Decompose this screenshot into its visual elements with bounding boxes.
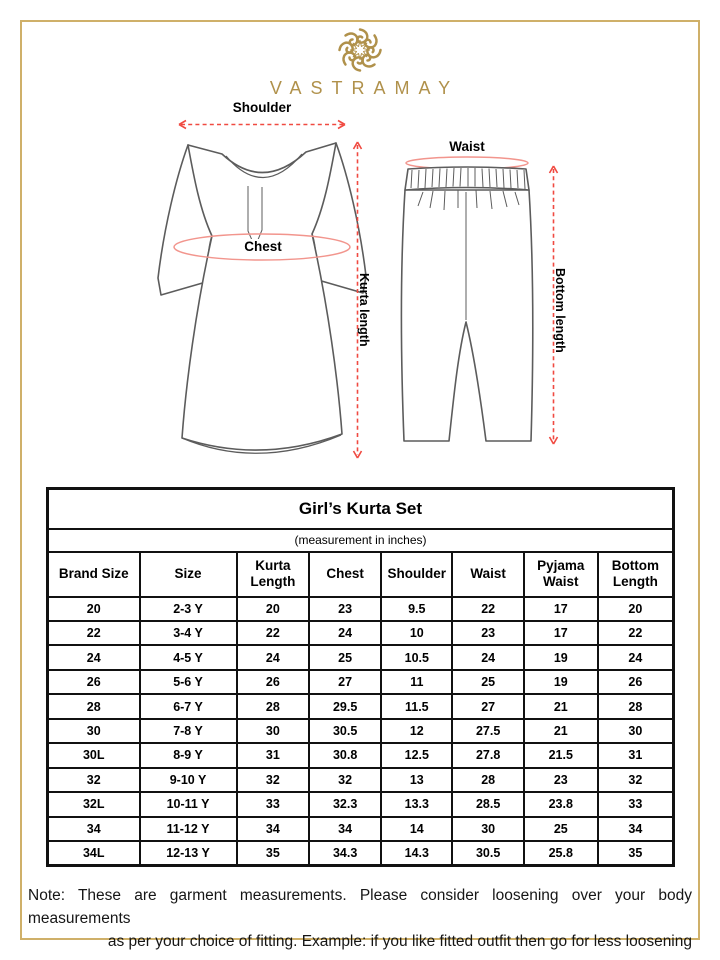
table-cell: 9-10 Y [140,768,237,792]
table-cell: 34.3 [309,841,381,865]
table-row [48,841,674,865]
table-cell: 21.5 [524,743,598,767]
table-cell: 9.5 [381,597,452,621]
table-row [48,694,674,718]
table-cell: 26 [598,670,674,694]
waist-label: Waist [417,139,517,154]
table-cell: 17 [524,597,598,621]
table-cell: 11-12 Y [140,817,237,841]
table-cell: 22 [452,597,523,621]
table-cell: 24 [48,645,140,669]
column-header-size: Size [140,552,237,597]
table-cell: 21 [524,694,598,718]
table-cell: 11 [381,670,452,694]
table-cell: 22 [48,621,140,645]
column-header-pyjama-waist: Pyjama Waist [524,552,598,597]
note-line-2: as per your choice of fitting. Example: if you like fitted outfit then go for less loosening [107,933,692,950]
table-cell: 13 [381,768,452,792]
table-row [48,768,674,792]
table-row [48,817,674,841]
table-cell: 32 [309,768,381,792]
table-cell: 32 [598,768,674,792]
table-cell: 2-3 Y [140,597,237,621]
table-cell: 4-5 Y [140,645,237,669]
table-cell: 12 [381,719,452,743]
table-row [48,670,674,694]
table-cell: 24 [309,621,381,645]
table-cell: 6-7 Y [140,694,237,718]
kurta-drawing [148,128,376,473]
size-table-body [48,597,674,866]
table-cell: 35 [237,841,310,865]
column-header-brand-size: Brand Size [48,552,140,597]
table-cell: 23 [309,597,381,621]
column-header-waist: Waist [452,552,523,597]
table-cell: 27.8 [452,743,523,767]
table-cell: 30 [598,719,674,743]
table-cell: 12-13 Y [140,841,237,865]
table-cell: 24 [237,645,310,669]
table-row [48,743,674,767]
table-cell: 28 [598,694,674,718]
table-cell: 34 [48,817,140,841]
table-row [48,792,674,816]
table-cell: 27 [452,694,523,718]
table-cell: 22 [237,621,310,645]
table-subtitle: (measurement in inches) [48,529,674,552]
note-line-1: Note: These are garment measurements. Please consider loosening over your body measurements [28,887,692,927]
table-cell: 13.3 [381,792,452,816]
table-row [48,621,674,645]
table-cell: 25 [524,817,598,841]
table-cell: 20 [48,597,140,621]
table-title: Girl’s Kurta Set [48,489,674,529]
table-cell: 14 [381,817,452,841]
column-header-bottom-length: Bottom Length [598,552,674,597]
table-cell: 27 [309,670,381,694]
table-header-row [48,552,674,597]
table-cell: 31 [237,743,310,767]
table-cell: 28 [452,768,523,792]
column-header-chest: Chest [309,552,381,597]
table-cell: 25 [452,670,523,694]
note-text [28,884,692,953]
table-cell: 14.3 [381,841,452,865]
table-cell: 30.8 [309,743,381,767]
size-table [46,487,675,867]
table-cell: 3-4 Y [140,621,237,645]
column-header-shoulder: Shoulder [381,552,452,597]
table-cell: 32 [48,768,140,792]
table-cell: 24 [598,645,674,669]
table-cell: 30L [48,743,140,767]
table-cell: 29.5 [309,694,381,718]
table-title-row [48,489,674,529]
table-row [48,597,674,621]
table-cell: 7-8 Y [140,719,237,743]
table-cell: 34 [598,817,674,841]
table-cell: 11.5 [381,694,452,718]
column-header-kurta-length: Kurta Length [237,552,310,597]
pyjama-drawing [398,154,548,444]
table-cell: 33 [237,792,310,816]
table-cell: 30 [237,719,310,743]
table-cell: 26 [48,670,140,694]
table-cell: 23 [452,621,523,645]
table-subtitle-row [48,529,674,552]
table-cell: 27.5 [452,719,523,743]
table-cell: 23 [524,768,598,792]
table-cell: 30.5 [309,719,381,743]
table-cell: 23.8 [524,792,598,816]
table-cell: 33 [598,792,674,816]
table-cell: 10.5 [381,645,452,669]
kurta-length-label: Kurta length [357,273,371,347]
table-cell: 32 [237,768,310,792]
table-cell: 32L [48,792,140,816]
table-cell: 8-9 Y [140,743,237,767]
table-cell: 25 [309,645,381,669]
chest-label: Chest [213,239,313,254]
table-cell: 28 [48,694,140,718]
table-cell: 5-6 Y [140,670,237,694]
table-cell: 28.5 [452,792,523,816]
table-cell: 30.5 [452,841,523,865]
table-row [48,719,674,743]
bottom-length-label: Bottom length [553,267,567,353]
table-cell: 30 [48,719,140,743]
table-cell: 20 [237,597,310,621]
table-cell: 12.5 [381,743,452,767]
table-cell: 34 [237,817,310,841]
table-cell: 19 [524,645,598,669]
mandala-star-icon [333,23,387,77]
table-cell: 32.3 [309,792,381,816]
table-cell: 21 [524,719,598,743]
table-cell: 10-11 Y [140,792,237,816]
table-cell: 24 [452,645,523,669]
brand-name: VASTRAMAY [269,78,460,98]
table-cell: 19 [524,670,598,694]
table-cell: 31 [598,743,674,767]
table-cell: 35 [598,841,674,865]
table-cell: 25.8 [524,841,598,865]
table-cell: 20 [598,597,674,621]
table-cell: 10 [381,621,452,645]
table-row [48,645,674,669]
table-cell: 28 [237,694,310,718]
table-cell: 30 [452,817,523,841]
table-cell: 22 [598,621,674,645]
table-cell: 34L [48,841,140,865]
table-cell: 34 [309,817,381,841]
shoulder-label: Shoulder [232,100,292,115]
table-cell: 17 [524,621,598,645]
table-cell: 26 [237,670,310,694]
